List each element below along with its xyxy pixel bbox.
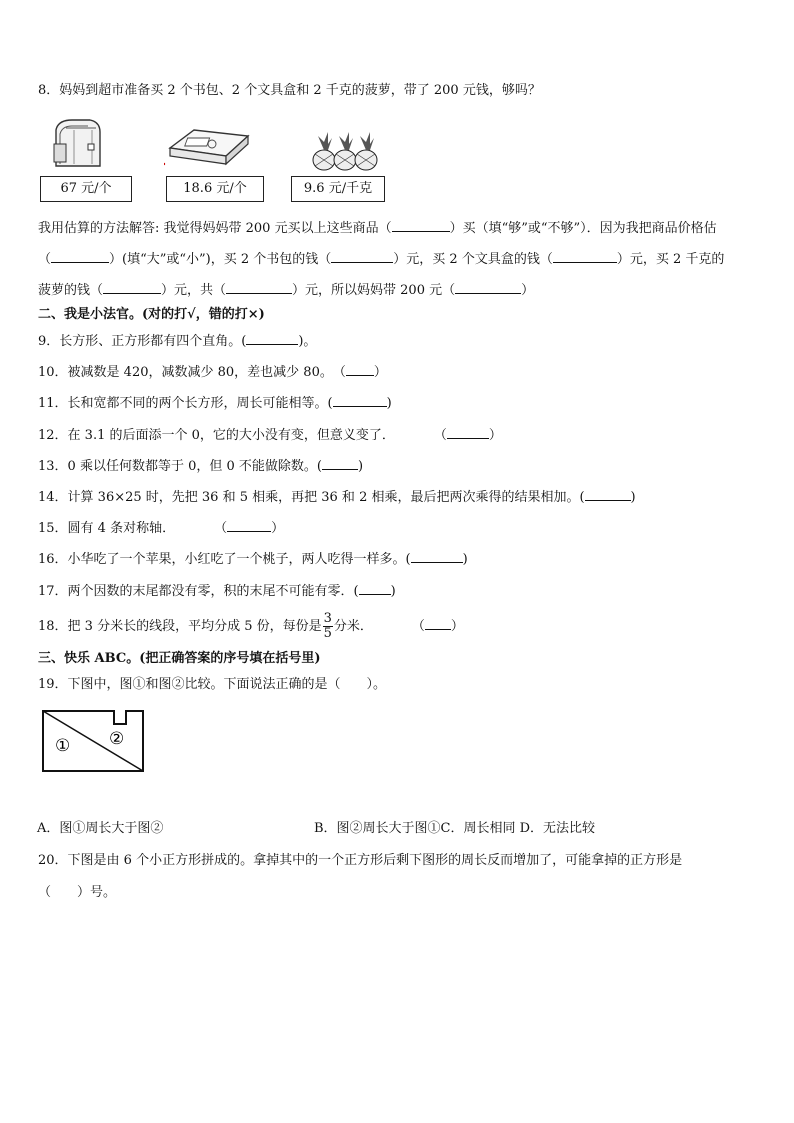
question-text: 12．在 3.1 的后面添一个 0，它的大小没有变，但意义变了． （	[38, 428, 447, 443]
judge-question-10	[38, 363, 387, 382]
q8-answer-line-3	[38, 281, 534, 300]
question-tail: )	[357, 459, 364, 474]
q8-answer-line-1	[38, 219, 717, 238]
price-label-backpack: 67 元/个	[40, 176, 132, 202]
section-2-title: 二、我是小法官。(对的打√，错的打×)	[38, 307, 265, 322]
q8-question: 8．妈妈到超市准备买 2 个书包、2 个文具盒和 2 千克的菠萝，带了 200 元钱，够吗？	[38, 83, 541, 98]
judge-question-16	[38, 550, 468, 569]
question-text: 11．长和宽都不同的两个长方形，周长可能相等。(	[38, 396, 333, 411]
judge-question-12	[38, 426, 502, 445]
q8-text: ）元，所以妈妈带 200 元（	[292, 283, 456, 298]
section-3-title: 三、快乐 ABC。(把正确答案的序号填在括号里)	[38, 651, 321, 666]
fraction-denominator: 5	[323, 626, 332, 641]
pineapple-image	[310, 130, 380, 172]
answer-blank[interactable]	[455, 281, 521, 294]
answer-blank[interactable]	[227, 519, 271, 532]
judge-question-15	[38, 519, 284, 538]
question-tail: ）	[373, 365, 387, 380]
fraction-numerator: 3	[323, 611, 332, 626]
q8-text: ）(填“大”或“小”)，买 2 个书包的钱（	[109, 252, 332, 267]
question-text: 18．把 3 分米长的线段，平均分成 5 份，每份是	[38, 619, 322, 634]
question-tail: )	[630, 490, 636, 505]
answer-blank[interactable]	[322, 457, 358, 470]
question-text: 15．圆有 4 条对称轴． （	[38, 521, 228, 536]
question-tail: ）	[488, 428, 502, 443]
backpack-image	[46, 116, 106, 172]
question-text: 分米． （	[333, 619, 425, 634]
q8-text: ）	[521, 283, 535, 298]
question-text: 10．被减数是 420，减数减少 80，差也减少 80。 （	[38, 365, 346, 380]
answer-blank[interactable]	[411, 550, 463, 563]
answer-blank[interactable]	[333, 394, 387, 407]
judge-question-18	[38, 612, 464, 642]
answer-blank[interactable]	[331, 250, 393, 263]
q19-rectangle-figure	[40, 708, 146, 774]
q8-text: （	[38, 252, 52, 267]
q8-text: ）元，买 2 个文具盒的钱（	[393, 252, 553, 267]
answer-blank[interactable]	[359, 582, 391, 595]
judge-question-9	[38, 332, 316, 351]
answer-blank[interactable]	[103, 281, 161, 294]
question-tail: )	[462, 552, 468, 567]
answer-blank[interactable]	[246, 332, 298, 345]
answer-blank[interactable]	[585, 488, 631, 501]
q19-question: 19．下图中，图①和图②比较。下面说法正确的是（ ）。	[38, 677, 387, 692]
judge-question-14	[38, 488, 636, 507]
q8-text: 菠萝的钱（	[38, 283, 104, 298]
q19-options-bcd[interactable]: B．图②周长大于图①C．周长相同 D．无法比较	[314, 821, 596, 836]
q8-text: ）买（填“够”或“不够”）．因为我把商品价格估	[449, 221, 717, 236]
question-text: 16．小华吃了一个苹果，小红吃了一个桃子，两人吃得一样多。(	[38, 552, 411, 567]
question-text: 13．0 乘以任何数都等于 0，但 0 不能做除数。(	[38, 459, 322, 474]
q8-text: ）元，买 2 千克的	[616, 252, 725, 267]
q20-question-line-2: （ ）号。	[38, 885, 117, 900]
q8-text: 我用估算的方法解答: 我觉得妈妈带 200 元买以上这些商品（	[38, 221, 392, 236]
q19-option-a[interactable]: A．图①周长大于图②	[37, 821, 164, 836]
question-tail: )。	[298, 334, 317, 349]
answer-blank[interactable]	[392, 219, 450, 232]
answer-blank[interactable]	[346, 363, 374, 376]
question-text: 9．长方形、正方形都有四个直角。(	[38, 334, 247, 349]
question-tail: )	[386, 396, 392, 411]
figure-label-1: ①	[55, 736, 71, 756]
price-label-pencil-case: 18.6 元/个	[166, 176, 264, 202]
question-tail: )	[390, 584, 396, 599]
answer-blank[interactable]	[425, 617, 451, 630]
answer-blank[interactable]	[447, 426, 489, 439]
judge-question-13	[38, 457, 363, 476]
answer-blank[interactable]	[553, 250, 617, 263]
answer-blank[interactable]	[51, 250, 109, 263]
answer-blank[interactable]	[226, 281, 292, 294]
judge-question-17	[38, 582, 396, 601]
question-tail: ）	[271, 521, 285, 536]
price-label-pineapple: 9.6 元/千克	[291, 176, 385, 202]
question-tail: ）	[450, 619, 464, 634]
question-text: 17．两个因数的末尾都没有零，积的末尾不可能有零．(	[38, 584, 359, 599]
q8-text: ）元，共（	[161, 283, 227, 298]
q8-answer-line-2	[38, 250, 724, 269]
fraction-three-fifths	[323, 612, 333, 641]
judge-question-11	[38, 394, 392, 413]
figure-label-2: ②	[109, 729, 125, 749]
pencil-case-image	[164, 126, 252, 170]
q20-question-line-1: 20．下图是由 6 个小正方形拼成的。拿掉其中的一个正方形后剩下图形的周长反而增加了，可能拿掉的正方形是	[38, 853, 683, 868]
question-text: 14．计算 36×25 时，先把 36 和 5 相乘，再把 36 和 2 相乘，最后把两次乘得的结果相加。(	[38, 490, 585, 505]
